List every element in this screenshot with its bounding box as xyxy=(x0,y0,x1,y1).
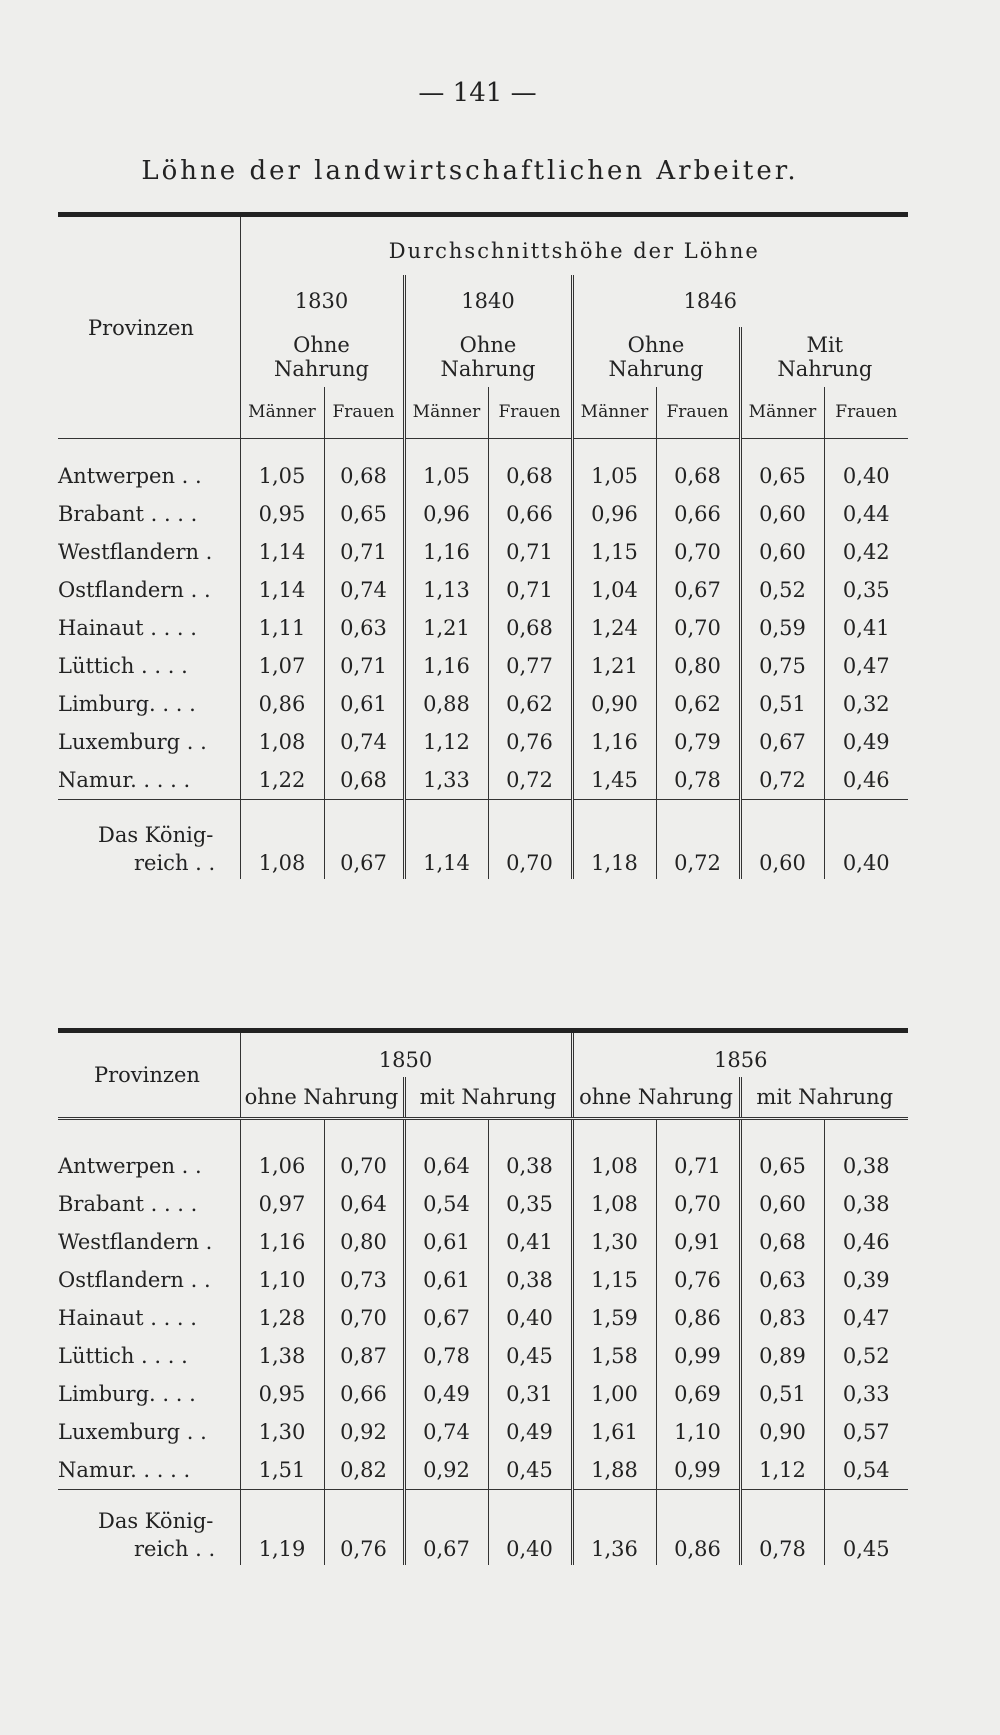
value-cell: 1,04 xyxy=(572,571,656,609)
value-cell: 0,72 xyxy=(488,761,572,800)
value-cell: 0,66 xyxy=(656,495,740,533)
province-name: Antwerpen . . xyxy=(58,463,202,488)
value-cell: 1,33 xyxy=(404,761,488,800)
province-name: Hainaut . . . . xyxy=(58,1305,197,1330)
value-cell: 0,70 xyxy=(656,609,740,647)
value-cell: 1,15 xyxy=(572,1261,656,1299)
table-row xyxy=(58,571,908,609)
page-title: Löhne der landwirtschaftlichen Arbeiter. xyxy=(141,156,799,186)
year-header: 1840 xyxy=(404,275,572,327)
value-cell: 0,39 xyxy=(824,1261,908,1299)
value-cell: 0,67 xyxy=(404,1299,488,1337)
province-name: Lüttich . . . . xyxy=(58,653,188,678)
value-cell: 0,40 xyxy=(488,1299,572,1337)
value-cell: 0,35 xyxy=(824,571,908,609)
page-number: — 141 — xyxy=(418,78,537,108)
value-cell: 0,91 xyxy=(656,1223,740,1261)
value-cell: 0,33 xyxy=(824,1375,908,1413)
value-cell: 0,97 xyxy=(240,1185,324,1223)
province-name xyxy=(58,819,240,879)
value-cell: 1,07 xyxy=(240,647,324,685)
value-cell: 0,61 xyxy=(404,1261,488,1299)
value-cell: 0,67 xyxy=(404,1505,488,1565)
table-row xyxy=(58,1185,908,1223)
value-cell: 0,68 xyxy=(740,1223,824,1261)
value-cell: 0,40 xyxy=(488,1505,572,1565)
value-cell: 1,36 xyxy=(572,1505,656,1565)
value-cell: 0,41 xyxy=(488,1223,572,1261)
table-row xyxy=(58,495,908,533)
value-cell: 1,12 xyxy=(404,723,488,761)
value-cell: 0,68 xyxy=(656,457,740,495)
value-cell: 1,18 xyxy=(572,819,656,879)
value-cell: 1,19 xyxy=(240,1505,324,1565)
value-cell: 0,70 xyxy=(656,1185,740,1223)
year-header: 1846 xyxy=(572,275,908,327)
table-row xyxy=(58,609,908,647)
province-name xyxy=(58,1505,240,1565)
value-cell: 0,70 xyxy=(324,1147,404,1185)
sub-header-maenner: Männer xyxy=(572,387,656,439)
provinces-header: Provinzen xyxy=(58,1031,240,1119)
value-cell: 0,96 xyxy=(404,495,488,533)
table-row xyxy=(58,1451,908,1490)
value-cell: 1,16 xyxy=(404,647,488,685)
value-cell: 0,66 xyxy=(488,495,572,533)
province-name: Brabant . . . . xyxy=(58,1191,198,1216)
value-cell: 0,44 xyxy=(824,495,908,533)
value-cell: 0,52 xyxy=(740,571,824,609)
province-name: Ostflandern . . xyxy=(58,1267,211,1292)
value-cell: 1,16 xyxy=(572,723,656,761)
value-cell: 0,86 xyxy=(656,1505,740,1565)
value-cell: 0,60 xyxy=(740,1185,824,1223)
value-cell: 0,75 xyxy=(740,647,824,685)
value-cell: 0,82 xyxy=(324,1451,404,1490)
province-name: Brabant . . . . xyxy=(58,501,198,526)
table-row xyxy=(58,1337,908,1375)
value-cell: 1,10 xyxy=(240,1261,324,1299)
value-cell: 0,67 xyxy=(656,571,740,609)
value-cell: 0,86 xyxy=(656,1299,740,1337)
value-cell: 0,66 xyxy=(324,1375,404,1413)
value-cell: 0,88 xyxy=(404,685,488,723)
province-name: Hainaut . . . . xyxy=(58,615,197,640)
value-cell: 0,42 xyxy=(824,533,908,571)
total-label-line1: Das König- xyxy=(98,1509,214,1533)
value-cell: 1,59 xyxy=(572,1299,656,1337)
value-cell: 0,92 xyxy=(404,1451,488,1490)
value-cell: 0,67 xyxy=(740,723,824,761)
value-cell: 0,49 xyxy=(824,723,908,761)
sub-header-maenner: Männer xyxy=(240,387,324,439)
value-cell: 0,90 xyxy=(572,685,656,723)
value-cell: 1,38 xyxy=(240,1337,324,1375)
value-cell: 1,16 xyxy=(404,533,488,571)
value-cell: 0,78 xyxy=(656,761,740,800)
value-cell: 0,45 xyxy=(824,1505,908,1565)
province-name: Namur. . . . . xyxy=(58,767,191,792)
value-cell: 0,70 xyxy=(656,533,740,571)
group-header: ohne Nahrung xyxy=(572,1077,740,1119)
table-row xyxy=(58,723,908,761)
province-name: Namur. . . . . xyxy=(58,1457,191,1482)
value-cell: 0,38 xyxy=(488,1261,572,1299)
value-cell: 1,08 xyxy=(572,1147,656,1185)
value-cell: 0,47 xyxy=(824,647,908,685)
value-cell: 0,45 xyxy=(488,1337,572,1375)
value-cell: 0,68 xyxy=(324,457,404,495)
total-label-line2: reich . . xyxy=(134,851,216,875)
value-cell: 0,70 xyxy=(324,1299,404,1337)
value-cell: 1,58 xyxy=(572,1337,656,1375)
wages-table-1850-1856 xyxy=(58,1028,908,1565)
value-cell: 0,87 xyxy=(324,1337,404,1375)
group-header: Ohne Nahrung xyxy=(572,327,740,387)
value-cell: 0,68 xyxy=(324,761,404,800)
value-cell: 1,22 xyxy=(240,761,324,800)
value-cell: 0,65 xyxy=(324,495,404,533)
value-cell: 0,51 xyxy=(740,685,824,723)
value-cell: 0,61 xyxy=(404,1223,488,1261)
value-cell: 0,74 xyxy=(324,571,404,609)
value-cell: 1,12 xyxy=(740,1451,824,1490)
value-cell: 0,71 xyxy=(324,533,404,571)
table-row xyxy=(58,685,908,723)
value-cell: 0,71 xyxy=(324,647,404,685)
table-row-total xyxy=(58,819,908,879)
value-cell: 0,38 xyxy=(488,1147,572,1185)
value-cell: 1,00 xyxy=(572,1375,656,1413)
value-cell: 0,46 xyxy=(824,761,908,800)
value-cell: 0,65 xyxy=(740,1147,824,1185)
value-cell: 0,76 xyxy=(324,1505,404,1565)
value-cell: 0,40 xyxy=(824,457,908,495)
value-cell: 0,70 xyxy=(488,819,572,879)
value-cell: 0,59 xyxy=(740,609,824,647)
table-row xyxy=(58,1299,908,1337)
value-cell: 0,80 xyxy=(656,647,740,685)
value-cell: 1,28 xyxy=(240,1299,324,1337)
value-cell: 1,88 xyxy=(572,1451,656,1490)
value-cell: 1,10 xyxy=(656,1413,740,1451)
value-cell: 1,06 xyxy=(240,1147,324,1185)
value-cell: 1,05 xyxy=(404,457,488,495)
value-cell: 0,60 xyxy=(740,533,824,571)
value-cell: 1,08 xyxy=(572,1185,656,1223)
value-cell: 0,78 xyxy=(404,1337,488,1375)
group-header: Ohne Nahrung xyxy=(240,327,404,387)
value-cell: 1,16 xyxy=(240,1223,324,1261)
value-cell: 0,40 xyxy=(824,819,908,879)
year-header: 1830 xyxy=(240,275,404,327)
value-cell: 1,15 xyxy=(572,533,656,571)
value-cell: 0,60 xyxy=(740,819,824,879)
table-row xyxy=(58,1223,908,1261)
value-cell: 1,08 xyxy=(240,723,324,761)
province-name: Lüttich . . . . xyxy=(58,1343,188,1368)
value-cell: 0,47 xyxy=(824,1299,908,1337)
table-row xyxy=(58,761,908,800)
province-name: Ostflandern . . xyxy=(58,577,211,602)
value-cell: 0,35 xyxy=(488,1185,572,1223)
value-cell: 0,80 xyxy=(324,1223,404,1261)
total-label-line1: Das König- xyxy=(98,823,214,847)
table-row xyxy=(58,457,908,495)
province-name: Westflandern . xyxy=(58,539,213,564)
value-cell: 1,30 xyxy=(572,1223,656,1261)
value-cell: 1,05 xyxy=(240,457,324,495)
value-cell: 0,64 xyxy=(324,1185,404,1223)
sub-header-maenner: Männer xyxy=(740,387,824,439)
value-cell: 0,52 xyxy=(824,1337,908,1375)
table-row xyxy=(58,1147,908,1185)
value-cell: 0,99 xyxy=(656,1337,740,1375)
sub-header-frauen: Frauen xyxy=(824,387,908,439)
value-cell: 0,86 xyxy=(240,685,324,723)
value-cell: 0,45 xyxy=(488,1451,572,1490)
year-header: 1856 xyxy=(572,1031,908,1077)
value-cell: 0,46 xyxy=(824,1223,908,1261)
value-cell: 0,74 xyxy=(404,1413,488,1451)
provinces-header: Provinzen xyxy=(58,215,240,439)
year-header: 1850 xyxy=(240,1031,572,1077)
table-row xyxy=(58,1413,908,1451)
value-cell: 0,68 xyxy=(488,609,572,647)
value-cell: 0,62 xyxy=(656,685,740,723)
wages-table-1830-1846 xyxy=(58,212,908,879)
value-cell: 0,49 xyxy=(488,1413,572,1451)
value-cell: 0,71 xyxy=(656,1147,740,1185)
value-cell: 0,68 xyxy=(488,457,572,495)
value-cell: 0,71 xyxy=(488,533,572,571)
value-cell: 1,13 xyxy=(404,571,488,609)
value-cell: 0,61 xyxy=(324,685,404,723)
value-cell: 0,78 xyxy=(740,1505,824,1565)
value-cell: 0,31 xyxy=(488,1375,572,1413)
value-cell: 0,54 xyxy=(404,1185,488,1223)
value-cell: 0,72 xyxy=(740,761,824,800)
value-cell: 0,60 xyxy=(740,495,824,533)
value-cell: 0,38 xyxy=(824,1185,908,1223)
sub-header-frauen: Frauen xyxy=(324,387,404,439)
value-cell: 1,61 xyxy=(572,1413,656,1451)
value-cell: 0,64 xyxy=(404,1147,488,1185)
value-cell: 0,71 xyxy=(488,571,572,609)
value-cell: 1,11 xyxy=(240,609,324,647)
value-cell: 0,90 xyxy=(740,1413,824,1451)
value-cell: 0,76 xyxy=(656,1261,740,1299)
province-name: Limburg. . . . xyxy=(58,1381,196,1406)
group-header: ohne Nahrung xyxy=(240,1077,404,1119)
value-cell: 1,14 xyxy=(404,819,488,879)
value-cell: 1,05 xyxy=(572,457,656,495)
value-cell: 1,21 xyxy=(404,609,488,647)
sub-header-maenner: Männer xyxy=(404,387,488,439)
value-cell: 0,63 xyxy=(740,1261,824,1299)
value-cell: 0,89 xyxy=(740,1337,824,1375)
value-cell: 0,83 xyxy=(740,1299,824,1337)
value-cell: 0,32 xyxy=(824,685,908,723)
value-cell: 1,14 xyxy=(240,571,324,609)
value-cell: 0,51 xyxy=(740,1375,824,1413)
table-row-total xyxy=(58,1505,908,1565)
group-header: Mit Nahrung xyxy=(740,327,908,387)
main-header: Durchschnittshöhe der Löhne xyxy=(240,215,908,275)
value-cell: 1,30 xyxy=(240,1413,324,1451)
value-cell: 0,79 xyxy=(656,723,740,761)
value-cell: 0,73 xyxy=(324,1261,404,1299)
sub-header-frauen: Frauen xyxy=(488,387,572,439)
table-row xyxy=(58,1261,908,1299)
value-cell: 0,67 xyxy=(324,819,404,879)
table-row xyxy=(58,647,908,685)
value-cell: 0,74 xyxy=(324,723,404,761)
value-cell: 0,76 xyxy=(488,723,572,761)
value-cell: 0,77 xyxy=(488,647,572,685)
value-cell: 0,41 xyxy=(824,609,908,647)
value-cell: 1,21 xyxy=(572,647,656,685)
group-header: mit Nahrung xyxy=(404,1077,572,1119)
province-name: Luxemburg . . xyxy=(58,729,207,754)
value-cell: 0,95 xyxy=(240,495,324,533)
value-cell: 0,65 xyxy=(740,457,824,495)
province-name: Antwerpen . . xyxy=(58,1153,202,1178)
value-cell: 1,08 xyxy=(240,819,324,879)
value-cell: 0,92 xyxy=(324,1413,404,1451)
province-name: Limburg. . . . xyxy=(58,691,196,716)
group-header: Ohne Nahrung xyxy=(404,327,572,387)
value-cell: 0,96 xyxy=(572,495,656,533)
value-cell: 1,14 xyxy=(240,533,324,571)
value-cell: 0,72 xyxy=(656,819,740,879)
value-cell: 1,51 xyxy=(240,1451,324,1490)
value-cell: 1,45 xyxy=(572,761,656,800)
province-name: Luxemburg . . xyxy=(58,1419,207,1444)
province-name: Westflandern . xyxy=(58,1229,213,1254)
value-cell: 0,69 xyxy=(656,1375,740,1413)
value-cell: 1,24 xyxy=(572,609,656,647)
value-cell: 0,57 xyxy=(824,1413,908,1451)
group-header: mit Nahrung xyxy=(740,1077,908,1119)
value-cell: 0,49 xyxy=(404,1375,488,1413)
value-cell: 0,54 xyxy=(824,1451,908,1490)
sub-header-frauen: Frauen xyxy=(656,387,740,439)
value-cell: 0,63 xyxy=(324,609,404,647)
value-cell: 0,95 xyxy=(240,1375,324,1413)
total-label-line2: reich . . xyxy=(134,1537,216,1561)
value-cell: 0,38 xyxy=(824,1147,908,1185)
value-cell: 0,62 xyxy=(488,685,572,723)
value-cell: 0,99 xyxy=(656,1451,740,1490)
table-row xyxy=(58,1375,908,1413)
table-row xyxy=(58,533,908,571)
